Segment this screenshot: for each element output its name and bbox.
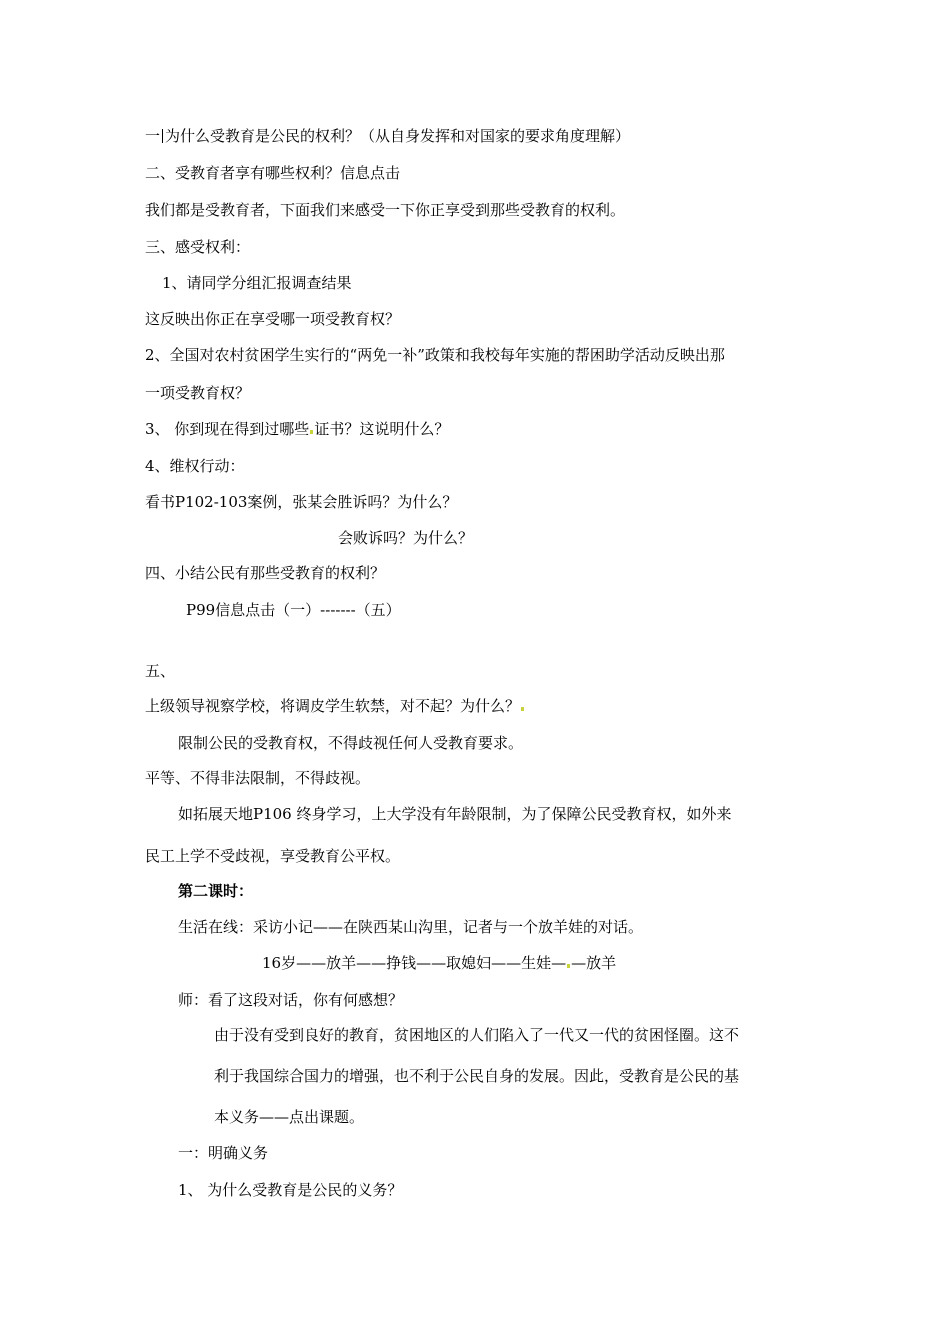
paragraph-text: 上级领导视察学校，将调皮学生软禁，对不起？为什么？ xyxy=(145,697,521,715)
paragraph-line: 如拓展天地P106 终身学习，上大学没有年龄限制，为了保障公民受教育权，如外来 xyxy=(178,805,732,823)
highlight-mark xyxy=(310,430,313,434)
section-heading: 一：明确义务 xyxy=(178,1144,269,1162)
list-item-4: 4、维权行动： xyxy=(145,457,245,475)
list-item-3 xyxy=(145,419,449,439)
section-heading-2: 二、受教育者享有哪些权利？信息点击 xyxy=(145,164,401,182)
paragraph-line: 一项受教育权？ xyxy=(145,384,251,402)
paragraph-line: 限制公民的受教育权，不得歧视任何人受教育要求。 xyxy=(178,734,524,752)
paragraph-line: 看书P102-103案例，张某会胜诉吗？为什么？ xyxy=(145,493,458,511)
paragraph-line: 由于没有受到良好的教育，贫困地区的人们陷入了一代又一代的贫困怪圈。这不 xyxy=(214,1026,740,1044)
paragraph-text: 为什么受教育是公民的权利？（从自身发挥和对国家的要求角度理解） xyxy=(165,127,631,145)
highlight-mark xyxy=(567,964,570,968)
question-line-1 xyxy=(145,126,630,146)
paragraph-text: 16岁——放羊——挣钱——取媳妇——生娃— xyxy=(262,954,567,972)
paragraph-line: 会败诉吗？为什么？ xyxy=(338,529,474,547)
paragraph-line: 平等、不得非法限制，不得歧视。 xyxy=(145,769,371,787)
paragraph-line: 利于我国综合国力的增强，也不利于公民自身的发展。因此，受教育是公民的基 xyxy=(214,1067,740,1085)
section-heading-5: 五、 xyxy=(145,662,176,680)
list-item-1: 1、 为什么受教育是公民的义务？ xyxy=(178,1181,403,1199)
lesson-heading: 第二课时： xyxy=(178,882,254,900)
paragraph-line: 民工上学不受歧视，享受教育公平权。 xyxy=(145,847,401,865)
paragraph-text: 3、 你到现在得到过哪些 xyxy=(145,420,310,438)
paragraph-line: 生活在线：采访小记——在陕西某山沟里，记者与一个放羊娃的对话。 xyxy=(178,918,644,936)
paragraph-line: 这反映出你正在享受哪一项受教育权？ xyxy=(145,310,401,328)
paragraph-text: 证书？这说明什么？ xyxy=(314,420,450,438)
paragraph-line: 师：看了这段对话，你有何感想？ xyxy=(178,991,404,1009)
paragraph-line xyxy=(262,953,616,973)
list-item-2: 2、全国对农村贫困学生实行的“两免一补”政策和我校每年实施的帮困助学活动反映出那 xyxy=(145,346,725,364)
highlight-mark xyxy=(521,707,524,711)
list-item-1: 1、请同学分组汇报调查结果 xyxy=(162,274,352,292)
paragraph-line: 我们都是受教育者，下面我们来感受一下你正享受到那些受教育的权利。 xyxy=(145,201,626,219)
paragraph-line: 本义务——点出课题。 xyxy=(214,1108,365,1126)
section-heading-3: 三、感受权利： xyxy=(145,238,251,256)
paragraph-line: P99信息点击（一）-------（五） xyxy=(186,601,401,619)
paragraph-text: —放羊 xyxy=(571,954,617,972)
section-heading-4: 四、小结公民有那些受教育的权利？ xyxy=(145,564,386,582)
paragraph-line xyxy=(145,696,525,716)
text-cursor xyxy=(162,129,163,143)
list-number: 一 xyxy=(145,127,161,145)
